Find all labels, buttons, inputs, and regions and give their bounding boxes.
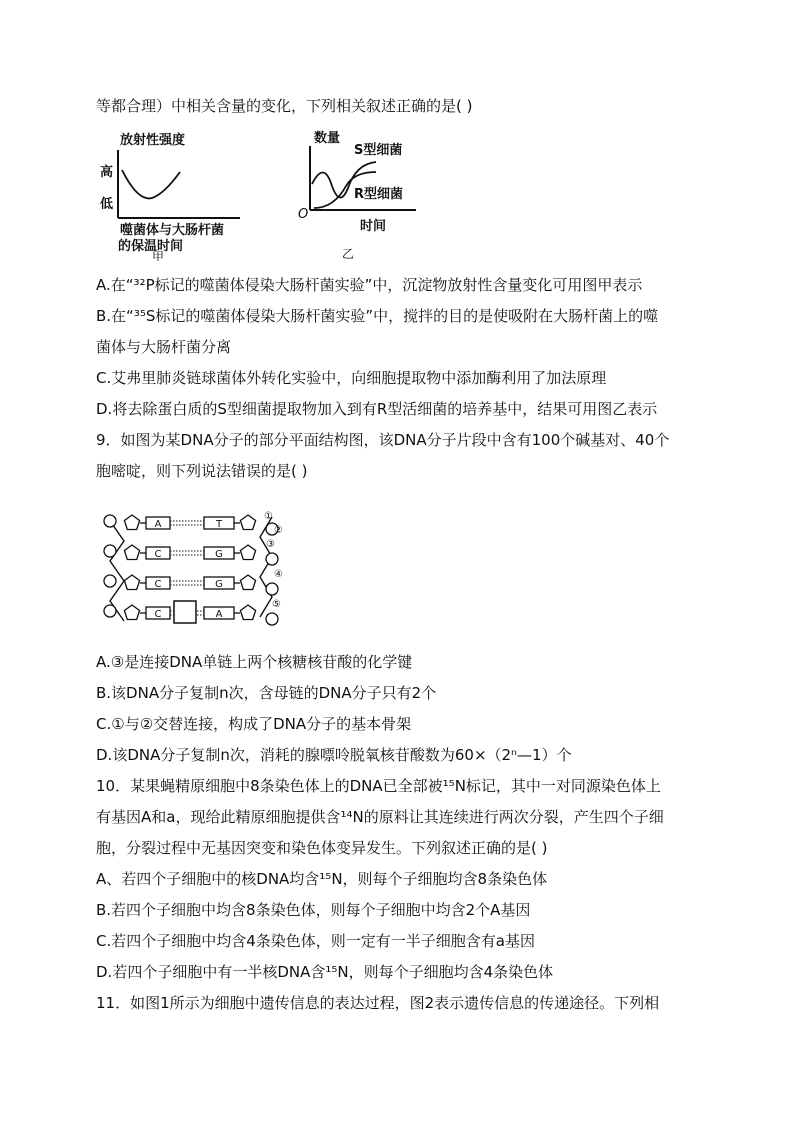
q9-option-c: C.①与②交替连接，构成了DNA分子的基本骨架 [96, 715, 412, 733]
phosphate-left [104, 575, 116, 587]
phosphate-left [104, 515, 116, 527]
q11-stem-line1: 11．如图1所示为细胞中遗传信息的表达过程，图2表示遗传信息的传递途径。下列相 [96, 994, 660, 1012]
deoxyribose-right [240, 515, 255, 530]
figure-yi [296, 126, 426, 261]
marker-1: ① [264, 511, 273, 522]
base-label-right: G [215, 549, 223, 560]
q8-option-a: A.在“³²P标记的噬菌体侵染大肠杆菌实验”中，沉淀物放射性含量变化可用图甲表示 [96, 276, 643, 294]
deoxyribose-left [124, 515, 139, 530]
phosphate-left [104, 545, 116, 557]
figure-jia [100, 126, 260, 261]
dna-structure-figure [96, 505, 296, 640]
q9-option-d: D.该DNA分子复制n次，消耗的腺嘌呤脱氧核苷酸数为60×（2ⁿ—1）个 [96, 746, 572, 764]
phosphate-left [104, 605, 116, 617]
yi-xlabel: 时间 [360, 219, 387, 234]
base-label-right: G [215, 579, 223, 590]
jia-high: 高 [100, 165, 114, 180]
deoxyribose-right [240, 605, 255, 620]
phosphate-right [266, 583, 278, 595]
base-label-left: A [154, 519, 162, 530]
deoxyribose-left [124, 605, 139, 620]
highlight-box [174, 601, 196, 623]
jia-xlabel-2: 的保温时间 [118, 239, 184, 254]
q8-option-b-line1: B.在“³⁵S标记的噬菌体侵染大肠杆菌实验”中，搅拌的目的是使吸附在大肠杆菌上的噬 [96, 307, 659, 325]
q10-stem-line1: 10．某果蝇精原细胞中8条染色体上的DNA已全部被¹⁵N标记，其中一对同源染色体上 [96, 777, 661, 795]
q8-option-c: C.艾弗里肺炎链球菌体外转化实验中，向细胞提取物中添加酶利用了加法原理 [96, 369, 607, 387]
base-label-left: C [154, 609, 162, 620]
base-label-left: C [154, 549, 162, 560]
q8-option-b-line2: 菌体与大肠杆菌分离 [96, 338, 232, 356]
q10-option-d: D.若四个子细胞中有一半核DNA含¹⁵N，则每个子细胞均含4条染色体 [96, 963, 554, 981]
yi-caption: 乙 [342, 247, 355, 261]
yi-series-r: R型细菌 [354, 187, 404, 202]
phosphate-right [266, 613, 278, 625]
jia-caption: 甲 [152, 250, 165, 261]
q10-option-a: A、若四个子细胞中的核DNA均含¹⁵N，则每个子细胞均含8条染色体 [96, 870, 548, 888]
q9-option-a: A.③是连接DNA单链上两个核糖核苷酸的化学键 [96, 653, 413, 671]
yi-origin: O [298, 207, 309, 222]
base-label-right: T [215, 519, 223, 530]
q9-option-b: B.该DNA分子复制n次，含母链的DNA分子只有2个 [96, 684, 437, 702]
jia-low: 低 [100, 197, 114, 212]
base-label-right: A [215, 609, 223, 620]
q8-stem: 等都合理）中相关含量的变化，下列相关叙述正确的是( ) [96, 97, 473, 115]
marker-4: ④ [274, 569, 283, 580]
jia-ylabel: 放射性强度 [120, 133, 186, 148]
base-label-left: C [154, 579, 162, 590]
marker-3: ③ [266, 539, 275, 550]
q9-stem-line1: 9．如图为某DNA分子的部分平面结构图，该DNA分子片段中含有100个碱基对、40个 [96, 431, 670, 449]
deoxyribose-left [124, 545, 139, 560]
q8-option-d: D.将去除蛋白质的S型细菌提取物加入到有R型活细菌的培养基中，结果可用图乙表示 [96, 400, 658, 418]
q10-stem-line2: 有基因A和a，现给此精原细胞提供含¹⁴N的原料让其连续进行两次分裂，产生四个子细 [96, 808, 664, 826]
q9-stem-line2: 胞嘧啶，则下列说法错误的是( ) [96, 462, 308, 480]
q10-option-b: B.若四个子细胞中均含8条染色体，则每个子细胞中均含2个A基因 [96, 901, 531, 919]
q10-option-c: C.若四个子细胞中均含4条染色体，则一定有一半子细胞含有a基因 [96, 932, 535, 950]
jia-xlabel-1: 噬菌体与大肠杆菌 [120, 223, 225, 238]
marker-5: ⑤ [272, 599, 281, 610]
yi-series-s: S型细菌 [354, 143, 403, 158]
deoxyribose-right [240, 575, 255, 590]
deoxyribose-right [240, 545, 255, 560]
phosphate-right [266, 553, 278, 565]
yi-ylabel: 数量 [314, 131, 341, 146]
marker-2: ② [274, 525, 283, 536]
q10-stem-line3: 胞，分裂过程中无基因突变和染色体变异发生。下列叙述正确的是( ) [96, 839, 548, 857]
deoxyribose-left [124, 575, 139, 590]
